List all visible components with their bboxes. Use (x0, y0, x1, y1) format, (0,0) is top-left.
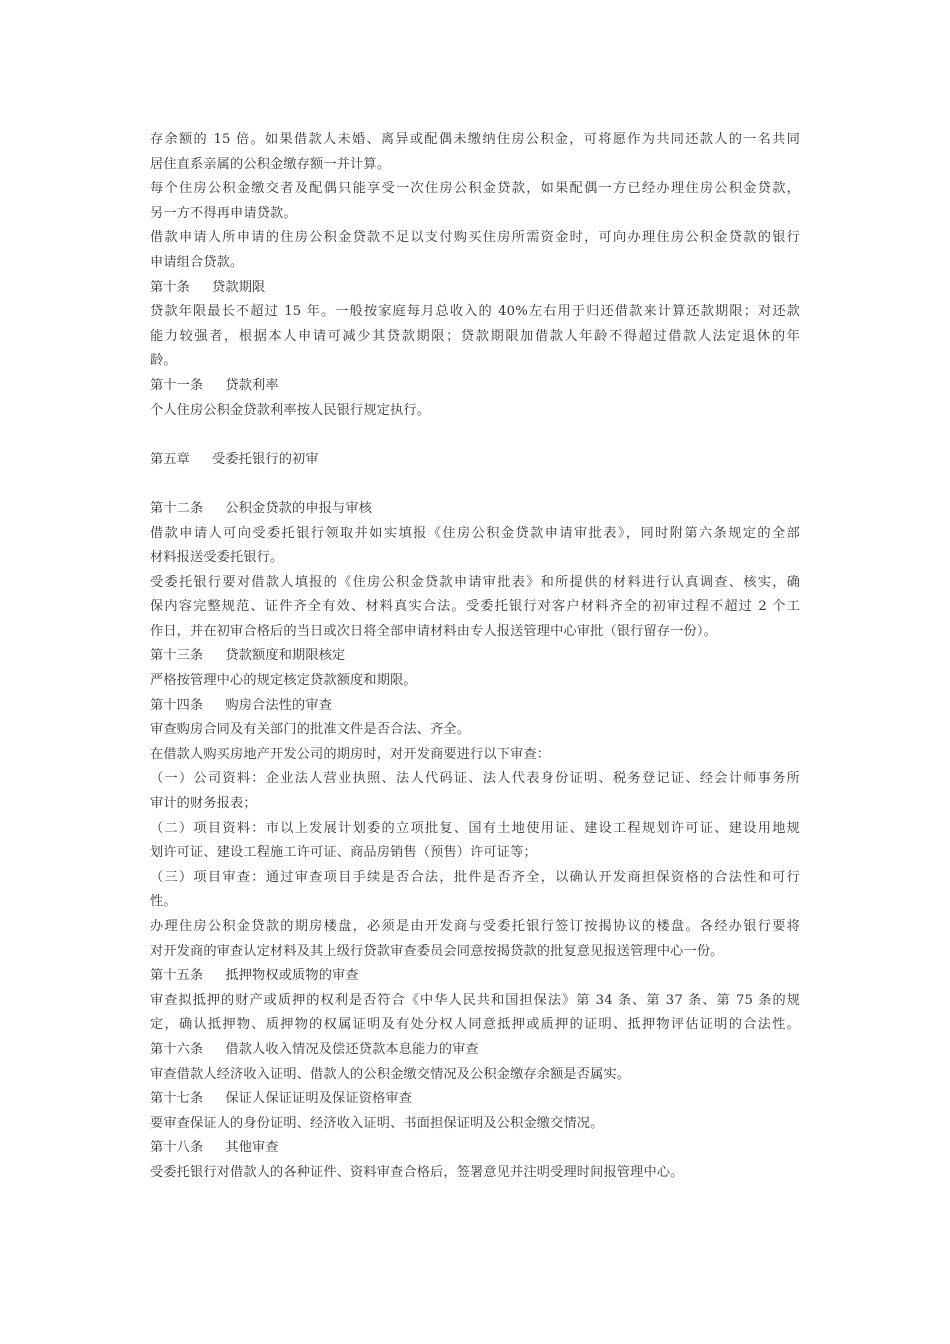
text-line: 另一方不得再申请贷款。 (150, 205, 297, 221)
blank-line (150, 423, 800, 448)
article-number: 第十条 (150, 279, 191, 295)
article-title: 贷款额度和期限核定 (225, 648, 346, 664)
text-line: 审查借款人经济收入证明、借款人的公积金缴交情况及公积金缴存余额是否属实。 (150, 1066, 631, 1082)
article-title: 抵押物权或质物的审查 (225, 968, 359, 984)
text-line: 保内容完整规范、证件齐全有效、材料真实合法。受委托银行对客户材料齐全的初审过程不超过 2 个工 (150, 599, 800, 615)
article-title: 贷款期限 (212, 279, 266, 295)
text-line: 在借款人购买房地产开发公司的期房时，对开发商要进行以下审查： (150, 746, 551, 762)
text-line: 材料报送受委托银行。 (150, 550, 284, 566)
article-heading (150, 497, 800, 522)
text-line: 对开发商的审查认定材料及其上级行贷款审查委员会同意按揭贷款的批复意见报送管理中心一份。 (150, 943, 724, 959)
text-line: 龄。 (150, 353, 177, 369)
article-number: 第十二条 (150, 500, 204, 516)
article-heading (150, 276, 800, 301)
article-title: 公积金贷款的申报与审核 (225, 500, 373, 516)
article-title: 受委托银行的初审 (212, 451, 319, 467)
text-line: 办理住房公积金贷款的期房楼盘，必须是由开发商与受委托银行签订按揭协议的楼盘。各经办银行要将 (150, 919, 800, 934)
article-heading (150, 694, 800, 719)
text-line: 能力较强者，根据本人申请可减少其贷款期限；贷款期限加借款人年龄不得超过借款人法定退休的年 (150, 328, 800, 344)
text-line: （三）项目审查：通过审查项目手续是否合法，批件是否齐全，以确认开发商担保资格的合法性和可行 (150, 869, 800, 885)
article-number: 第十一条 (150, 377, 204, 393)
text-line: 每个住房公积金缴交者及配偶只能享受一次住房公积金贷款，如果配偶一方已经办理住房公积金贷款， (150, 181, 800, 197)
article-heading (150, 644, 800, 669)
article-heading (150, 374, 800, 399)
text-line: 要审查保证人的身份证明、经济收入证明、书面担保证明及公积金缴交情况。 (150, 1115, 604, 1131)
text-line: 居住直系亲属的公积金缴存额一并计算。 (150, 156, 391, 172)
article-heading (150, 964, 800, 989)
article-number: 第十八条 (150, 1140, 204, 1156)
text-line: （一）公司资料：企业法人营业执照、法人代码证、法人代表身份证明、税务登记证、经会计师事务所 (150, 771, 800, 787)
text-line: 受委托银行要对借款人填报的《住房公积金贷款申请审批表》和所提供的材料进行认真调查、核实，确 (150, 574, 800, 590)
article-heading (150, 1038, 800, 1063)
blank-line (150, 472, 800, 497)
text-line: 审计的财务报表； (150, 796, 257, 812)
text-line: 严格按管理中心的规定核定贷款额度和期限。 (150, 673, 417, 689)
text-line: 个人住房公积金贷款利率按人民银行规定执行。 (150, 402, 431, 418)
text-line: 借款申请人可向受委托银行领取并如实填报《住房公积金贷款申请审批表》，同时附第六条规定的全部 (150, 525, 800, 541)
article-number: 第五章 (150, 451, 191, 467)
article-number: 第十三条 (150, 648, 204, 664)
article-number: 第十六条 (150, 1041, 204, 1057)
article-heading (150, 1136, 800, 1161)
article-title: 购房合法性的审查 (225, 697, 333, 713)
article-title: 借款人收入情况及偿还贷款本息能力的审查 (225, 1041, 479, 1057)
text-line: 受委托银行对借款人的各种证件、资料审查合格后，签署意见并注明受理时间报管理中心。 (150, 1164, 684, 1180)
article-heading (150, 1087, 800, 1112)
article-title: 贷款利率 (225, 377, 279, 393)
article-number: 第十七条 (150, 1091, 204, 1107)
text-line: 借款申请人所申请的住房公积金贷款不足以支付购买住房所需资金时，可向办理住房公积金贷款的银行 (150, 230, 800, 246)
text-line: 贷款年限最长不超过 15 年。一般按家庭每月总收入的 40%左右用于归还借款来计算还款期限；对还款 (150, 304, 800, 320)
article-title: 其他审查 (225, 1140, 279, 1156)
article-title: 保证人保证证明及保证资格审查 (225, 1091, 413, 1107)
text-line: 定，确认抵押物、质押物的权属证明及有处分权人同意抵押或质押的证明、抵押物评估证明的合法性。 (150, 1017, 800, 1033)
text-line: 申请组合贷款。 (150, 254, 244, 270)
article-number: 第十五条 (150, 968, 204, 984)
text-line: 存余额的 15 倍。如果借款人未婚、离异或配偶未缴纳住房公积金，可将愿作为共同还款人的一名共同 (150, 132, 800, 147)
text-line: 划许可证、建设工程施工许可证、商品房销售（预售）许可证等； (150, 845, 537, 861)
text-line: 审查购房合同及有关部门的批准文件是否合法、齐全。 (150, 722, 471, 738)
article-heading (150, 448, 800, 473)
document-page (150, 128, 800, 1186)
text-line: （二）项目资料：市以上发展计划委的立项批复、国有土地使用证、建设工程规划许可证、建设用地规 (150, 820, 800, 836)
text-line: 审查拟抵押的财产或质押的权利是否符合《中华人民共和国担保法》第 34 条、第 37 条、第 75 条的规 (150, 992, 800, 1008)
text-line: 作日，并在初审合格后的当日或次日将全部申请材料由专人报送管理中心审批（银行留存一份）。 (150, 623, 717, 639)
text-line: 性。 (150, 894, 177, 910)
article-number: 第十四条 (150, 697, 204, 713)
